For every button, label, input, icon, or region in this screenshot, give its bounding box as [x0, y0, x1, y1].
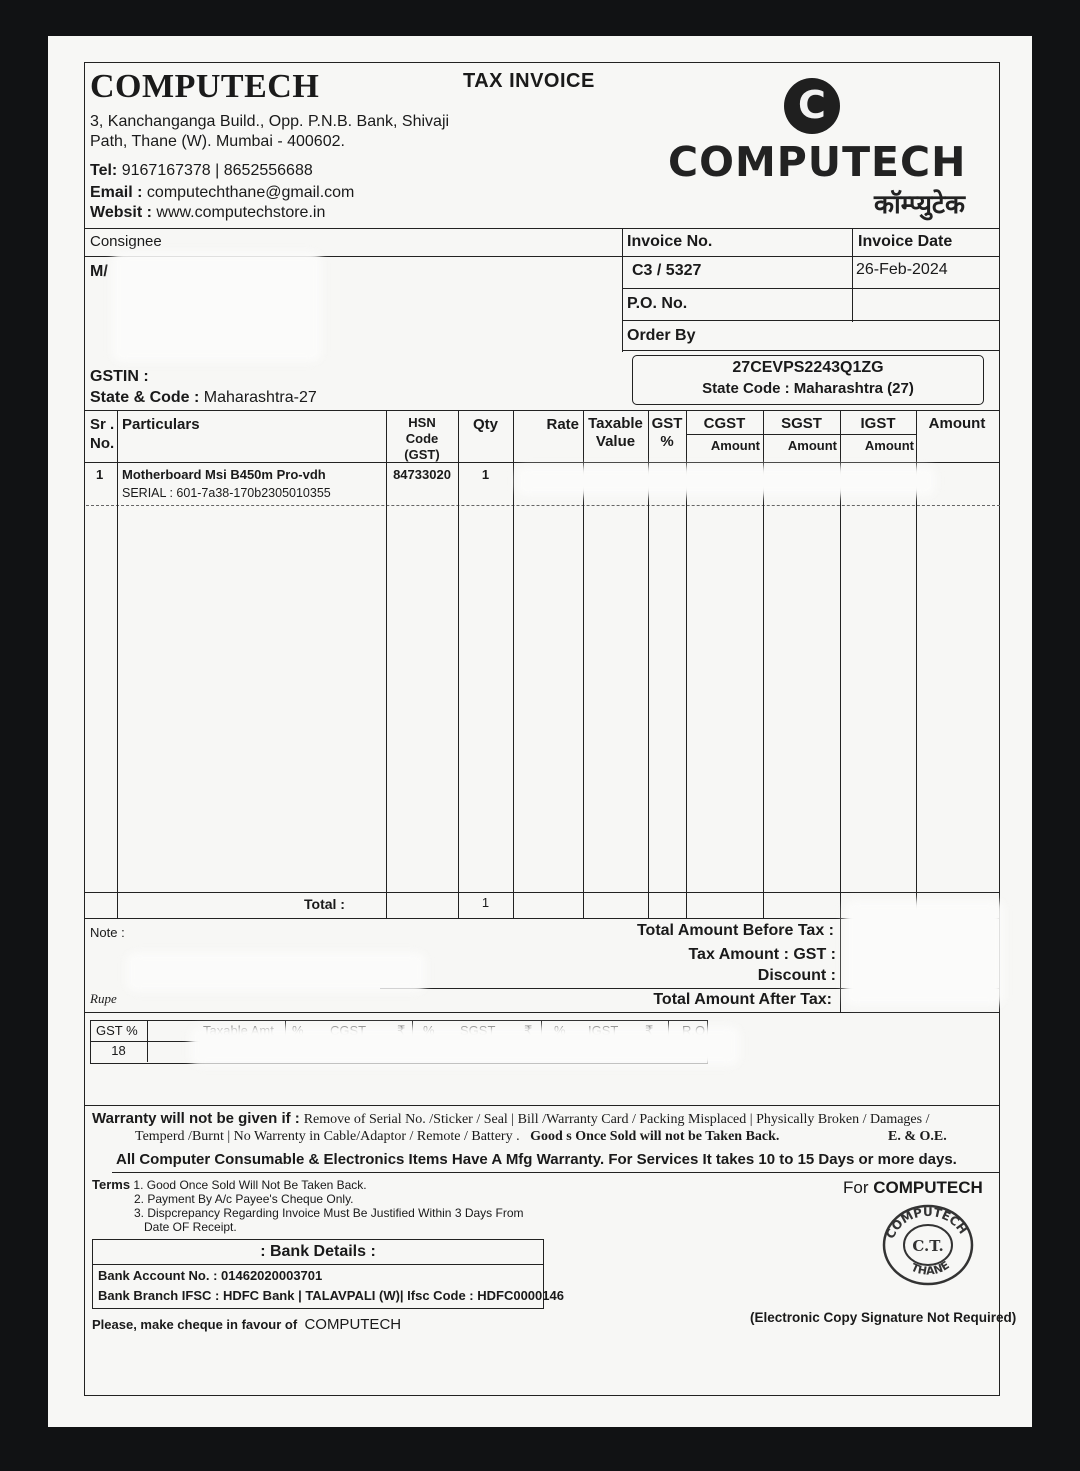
logo-wordmark: COMPUTECH: [668, 138, 967, 186]
th-qty: Qty: [472, 416, 498, 433]
svg-text:COMPUTECH: [883, 1205, 970, 1241]
state-code: State & Code : Maharashtra-27: [90, 389, 317, 406]
table-top-rule: [84, 410, 1000, 411]
company-name: COMPUTECH: [90, 68, 320, 105]
divider: [622, 320, 1000, 321]
redacted-consignee: [112, 252, 322, 362]
seller-state-code: State Code : Maharashtra (27): [702, 380, 914, 397]
eoe-label: E. & O.E.: [888, 1129, 947, 1144]
divider: [93, 1264, 543, 1265]
rupees-label: Rupe: [90, 991, 117, 1006]
redacted-gst-values: [190, 1026, 740, 1066]
bank-account: Bank Account No. : 01462020003701: [98, 1268, 323, 1283]
company-email: Email : computechthane@gmail.com: [90, 184, 355, 201]
row-hsn: 84733020: [393, 467, 451, 482]
consignee-label: Consignee: [90, 233, 162, 250]
col-divider: [147, 1020, 148, 1062]
tax-subheader-rule: [686, 434, 916, 435]
po-label: P.O. No.: [627, 295, 688, 312]
col-divider: [117, 410, 118, 918]
note-label: Note :: [90, 925, 125, 940]
order-by-label: Order By: [627, 327, 696, 344]
warranty-line1: Warranty will not be given if : Remove of Serial No. /Sticker / Seal | Bill /Warranty Card / Packing Misplaced | Physically Broken / Damages /: [92, 1110, 930, 1127]
logo-mark: C: [784, 78, 840, 134]
col-divider: [840, 918, 841, 1012]
tax-amount-label: Tax Amount : GST :: [688, 946, 836, 963]
signature-note: (Electronic Copy Signature Not Required): [750, 1310, 1017, 1325]
th-rate: Rate: [546, 416, 579, 433]
total-after-tax-label: Total Amount After Tax:: [653, 991, 832, 1008]
gstin-label: GSTIN :: [90, 368, 149, 385]
table-total-rule: [84, 892, 1000, 893]
divider: [84, 228, 1000, 229]
divider: [84, 1012, 1000, 1013]
logo-hindi: कॉम्प्युटेक: [874, 190, 965, 220]
consignee-ms: M/: [90, 263, 108, 280]
table-header-rule: [84, 462, 1000, 463]
th-hsn: HSN Code (GST): [404, 415, 440, 462]
total-before-tax-label: Total Amount Before Tax :: [636, 922, 834, 939]
invoice-date-label: Invoice Date: [858, 233, 953, 250]
doc-title: TAX INVOICE: [463, 70, 595, 92]
discount-label: Discount :: [757, 967, 836, 984]
th-sgst-amount: Amount: [787, 438, 837, 453]
warranty-line2: Temperd /Burnt | No Warrenty in Cable/Adaptor / Remote / Battery . Good s Once Sold will not be Taken Back.: [135, 1129, 780, 1144]
stamp-top-text: COMPUTECH: [883, 1204, 971, 1241]
company-tel: Tel: 9167167378 | 8652556688: [90, 162, 313, 179]
invoice-no-label: Invoice No.: [627, 233, 713, 250]
divider: [622, 350, 1000, 351]
redacted-words: [126, 952, 426, 992]
bank-branch: Bank Branch IFSC : HDFC Bank | TALAVPALI (W)| Ifsc Code : HDFC0000146: [98, 1288, 564, 1303]
redacted-totals: [844, 900, 1004, 1006]
row-particular: Motherboard Msi B450m Pro-vdh: [122, 467, 326, 482]
seller-gstin: 27CEVPS2243Q1ZG: [732, 359, 884, 376]
bank-details-box: [92, 1239, 564, 1309]
th-no: No.: [90, 435, 115, 452]
company-website: Websit : www.computechstore.in: [90, 204, 326, 221]
warranty-line3: All Computer Consumable & Electronics Items Have A Mfg Warranty. For Services It takes 10 to 15 Days or more days.: [116, 1151, 957, 1168]
total-label: Total :: [304, 896, 345, 912]
th-sr: Sr .: [90, 416, 115, 433]
company-address-line2: Path, Thane (W). Mumbai - 400602.: [90, 133, 345, 150]
divider: [84, 1105, 1000, 1106]
row-qty: 1: [481, 467, 490, 482]
th-particulars: Particulars: [122, 416, 200, 433]
row-dashed-rule: [86, 505, 1000, 506]
gst-rate-value: 18: [111, 1043, 126, 1058]
cheque-line: Please, make cheque in favour of COMPUTECH: [92, 1316, 402, 1333]
divider: [380, 988, 840, 989]
row-sr: 1: [96, 467, 104, 482]
invoice-no: C3 / 5327: [632, 262, 702, 279]
svg-text:THANE: [909, 1259, 952, 1278]
th-cgst-amount: Amount: [710, 438, 760, 453]
terms-block: Terms 1. Good Once Sold Will Not Be Taken Back. 2. Payment By A/c Payee's Cheque Only. 3. Dispcrepancy Regarding Invoice Must Be Justified Within 3 Days From Date OF Receipt.: [92, 1177, 524, 1234]
th-cgst: CGST: [703, 415, 746, 432]
divider: [622, 288, 1000, 289]
col-divider: [386, 410, 387, 918]
col-divider: [513, 410, 514, 918]
stamp-bottom-text: THANE: [909, 1258, 952, 1278]
divider: [852, 228, 853, 322]
row-serial: SERIAL : 601-7a38-170b2305010355: [122, 486, 331, 500]
th-amount: Amount: [928, 415, 986, 432]
stamp-center-text: C.T.: [912, 1237, 944, 1255]
th-taxable: Taxable Value: [588, 415, 643, 450]
th-igst-amount: Amount: [864, 438, 914, 453]
gst-pct-header: GST %: [96, 1023, 138, 1038]
seller-gst-box: [632, 355, 984, 405]
divider: [622, 228, 623, 352]
total-qty: 1: [481, 895, 490, 910]
divider: [112, 1172, 1000, 1173]
for-company: For COMPUTECH: [843, 1178, 983, 1197]
redacted-row-values: [516, 466, 936, 496]
col-divider: [458, 410, 459, 918]
bank-details-title: : Bank Details :: [260, 1243, 376, 1260]
th-sgst: SGST: [781, 415, 822, 432]
th-igst: IGST: [860, 415, 896, 432]
company-address-line1: 3, Kanchanganga Build., Opp. P.N.B. Bank, Shivaji: [90, 113, 450, 130]
company-stamp: [882, 1204, 974, 1286]
invoice-date: 26-Feb-2024: [856, 261, 948, 278]
th-gst: GST %: [651, 415, 683, 450]
